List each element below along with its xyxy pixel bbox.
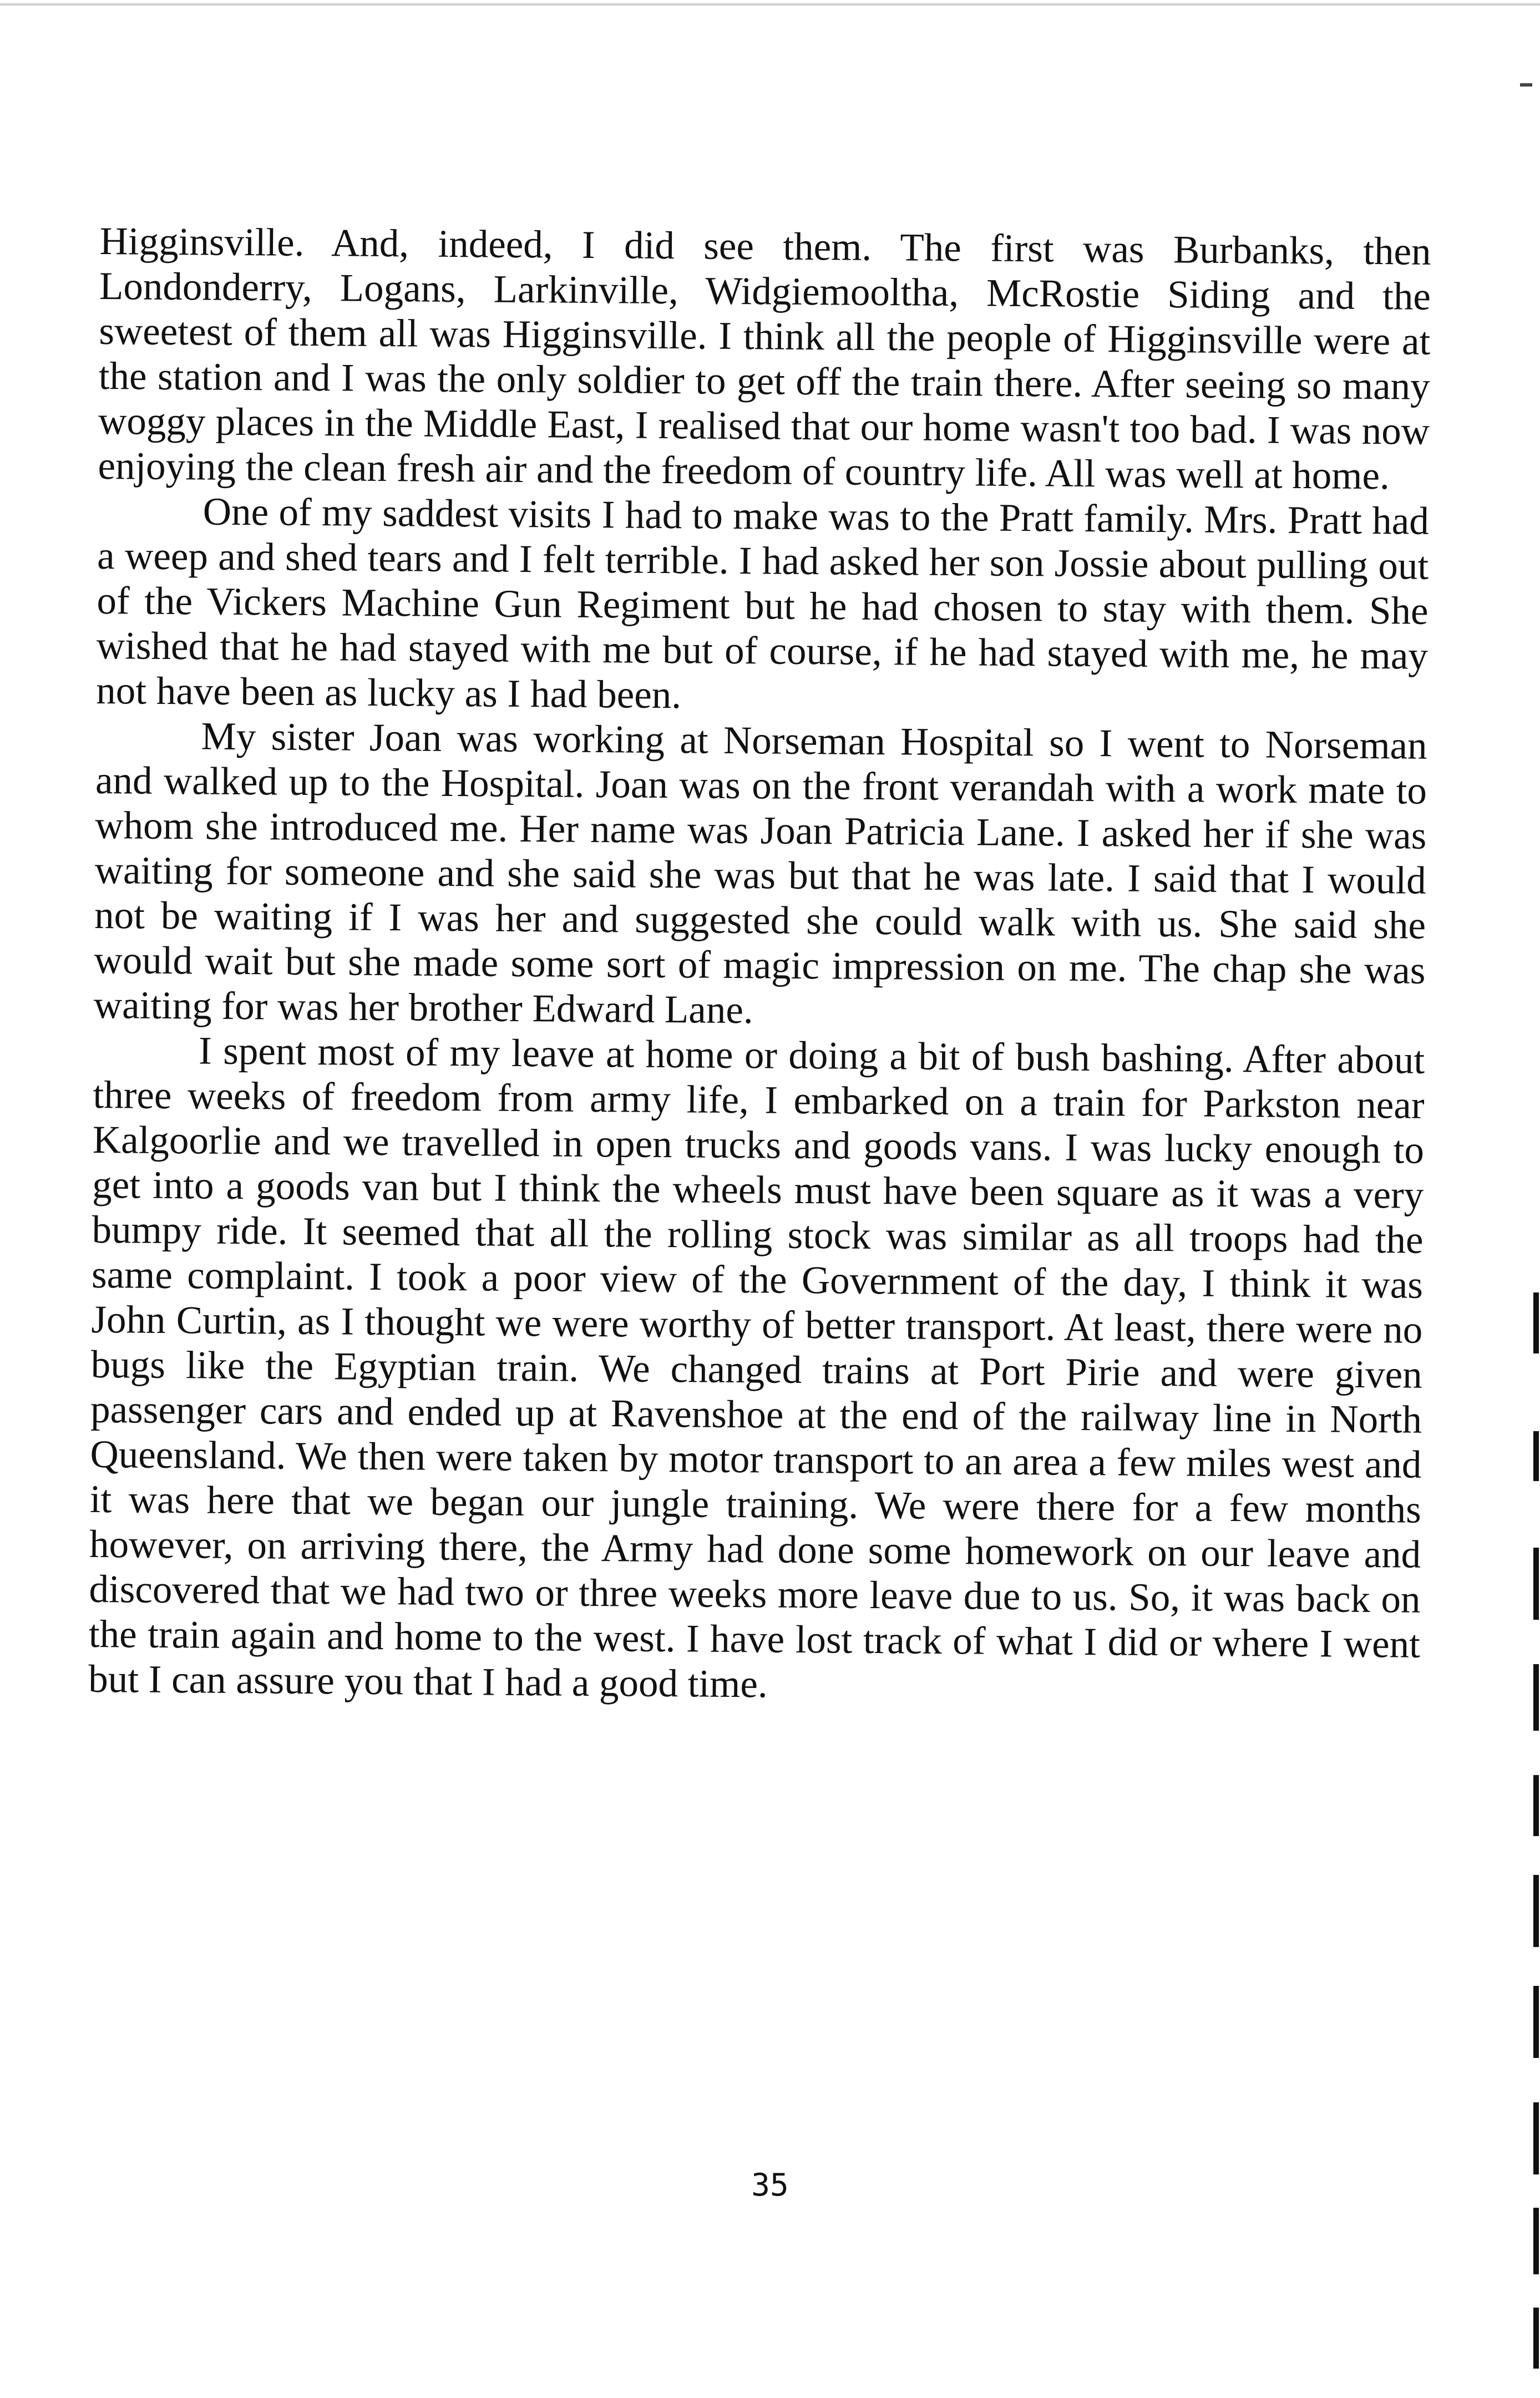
scan-corner-mark <box>1520 83 1532 87</box>
scan-top-edge <box>0 3 1540 6</box>
paragraph-1: Higginsville. And, indeed, I did see them. The first was Burbanks, then Londonderry, Logans, Larkinville, Widgiemooltha, McRostie Siding and the sweetest of them all was Higginsville. I think all the people of Higginsville were at the station and I was the only soldier to get off the train there. After seeing so many woggy places in the Middle East, I realised that our home wasn't too bad. I was now enjoying the clean fresh air and the freedom of country life. All was well at home. <box>98 219 1431 498</box>
scan-edge-mark <box>1533 1986 1539 2058</box>
scan-edge-mark <box>1533 1775 1539 1836</box>
paragraph-4: I spent most of my leave at home or doing a bit of bush bashing. After about three weeks of freedom from army life, I embarked on a train for Parkston near Kalgoorlie and we travelled in open trucks and goods vans. I was lucky enough to get into a goods van but I think the wheels must have been square as it was a very bumpy ride. It seemed that all the rolling stock was similar as all troops had the same complaint. I took a poor view of the Government of the day, I think it was John Curtin, as I thought we were worthy of better transport. At least, there were no bugs like the Egyptian train. We changed trains at Port Pirie and were given passenger cars and ended up at Ravenshoe at the end of the railway line in North Queensland. We then were taken by motor transport to an area a few miles west and it was here that we began our jungle training. We were there for a few months however, on arriving there, the Army had done some homework on our leave and discovered that we had two or three weeks more leave due to us. So, it was back on the train again and home to the west. I have lost track of what I did or where I went but I can assure you that I had a good time. <box>88 1029 1425 1706</box>
scan-edge-mark <box>1533 2102 1539 2174</box>
scan-edge-mark <box>1533 2308 1539 2369</box>
paragraph-3: My sister Joan was working at Norseman Hospital so I went to Norseman and walked up to the Hospital. Joan was on the front verandah with a work mate to whom she introduced me. Her name was Joan Patricia Lane. I asked her if she was waiting for someone and she said she was but that he was late. I said that I would not be waiting if I was her and suggested she could walk with us. She said she would wait but she made some sort of magic impression on me. The chap she was waiting for was her brother Edward Lane. <box>93 714 1427 1032</box>
scan-edge-mark <box>1533 1431 1539 1481</box>
scan-edge-mark <box>1533 1875 1539 1947</box>
scan-edge-mark <box>1533 1548 1539 1620</box>
page-number: 35 <box>751 2167 789 2203</box>
scan-edge-mark <box>1533 1292 1539 1353</box>
body-text <box>88 219 1431 1712</box>
scan-edge-mark <box>1533 2208 1539 2274</box>
scan-edge-mark <box>1533 1664 1539 1731</box>
paragraph-2: One of my saddest visits I had to make was to the Pratt family. Mrs. Pratt had a weep and shed tears and I felt terrible. I had asked her son Jossie about pulling out of the Vickers Machine Gun Regiment but he had chosen to stay with them. She wished that he had stayed with me but of course, if he had stayed with me, he may not have been as lucky as I had been. <box>96 490 1430 717</box>
